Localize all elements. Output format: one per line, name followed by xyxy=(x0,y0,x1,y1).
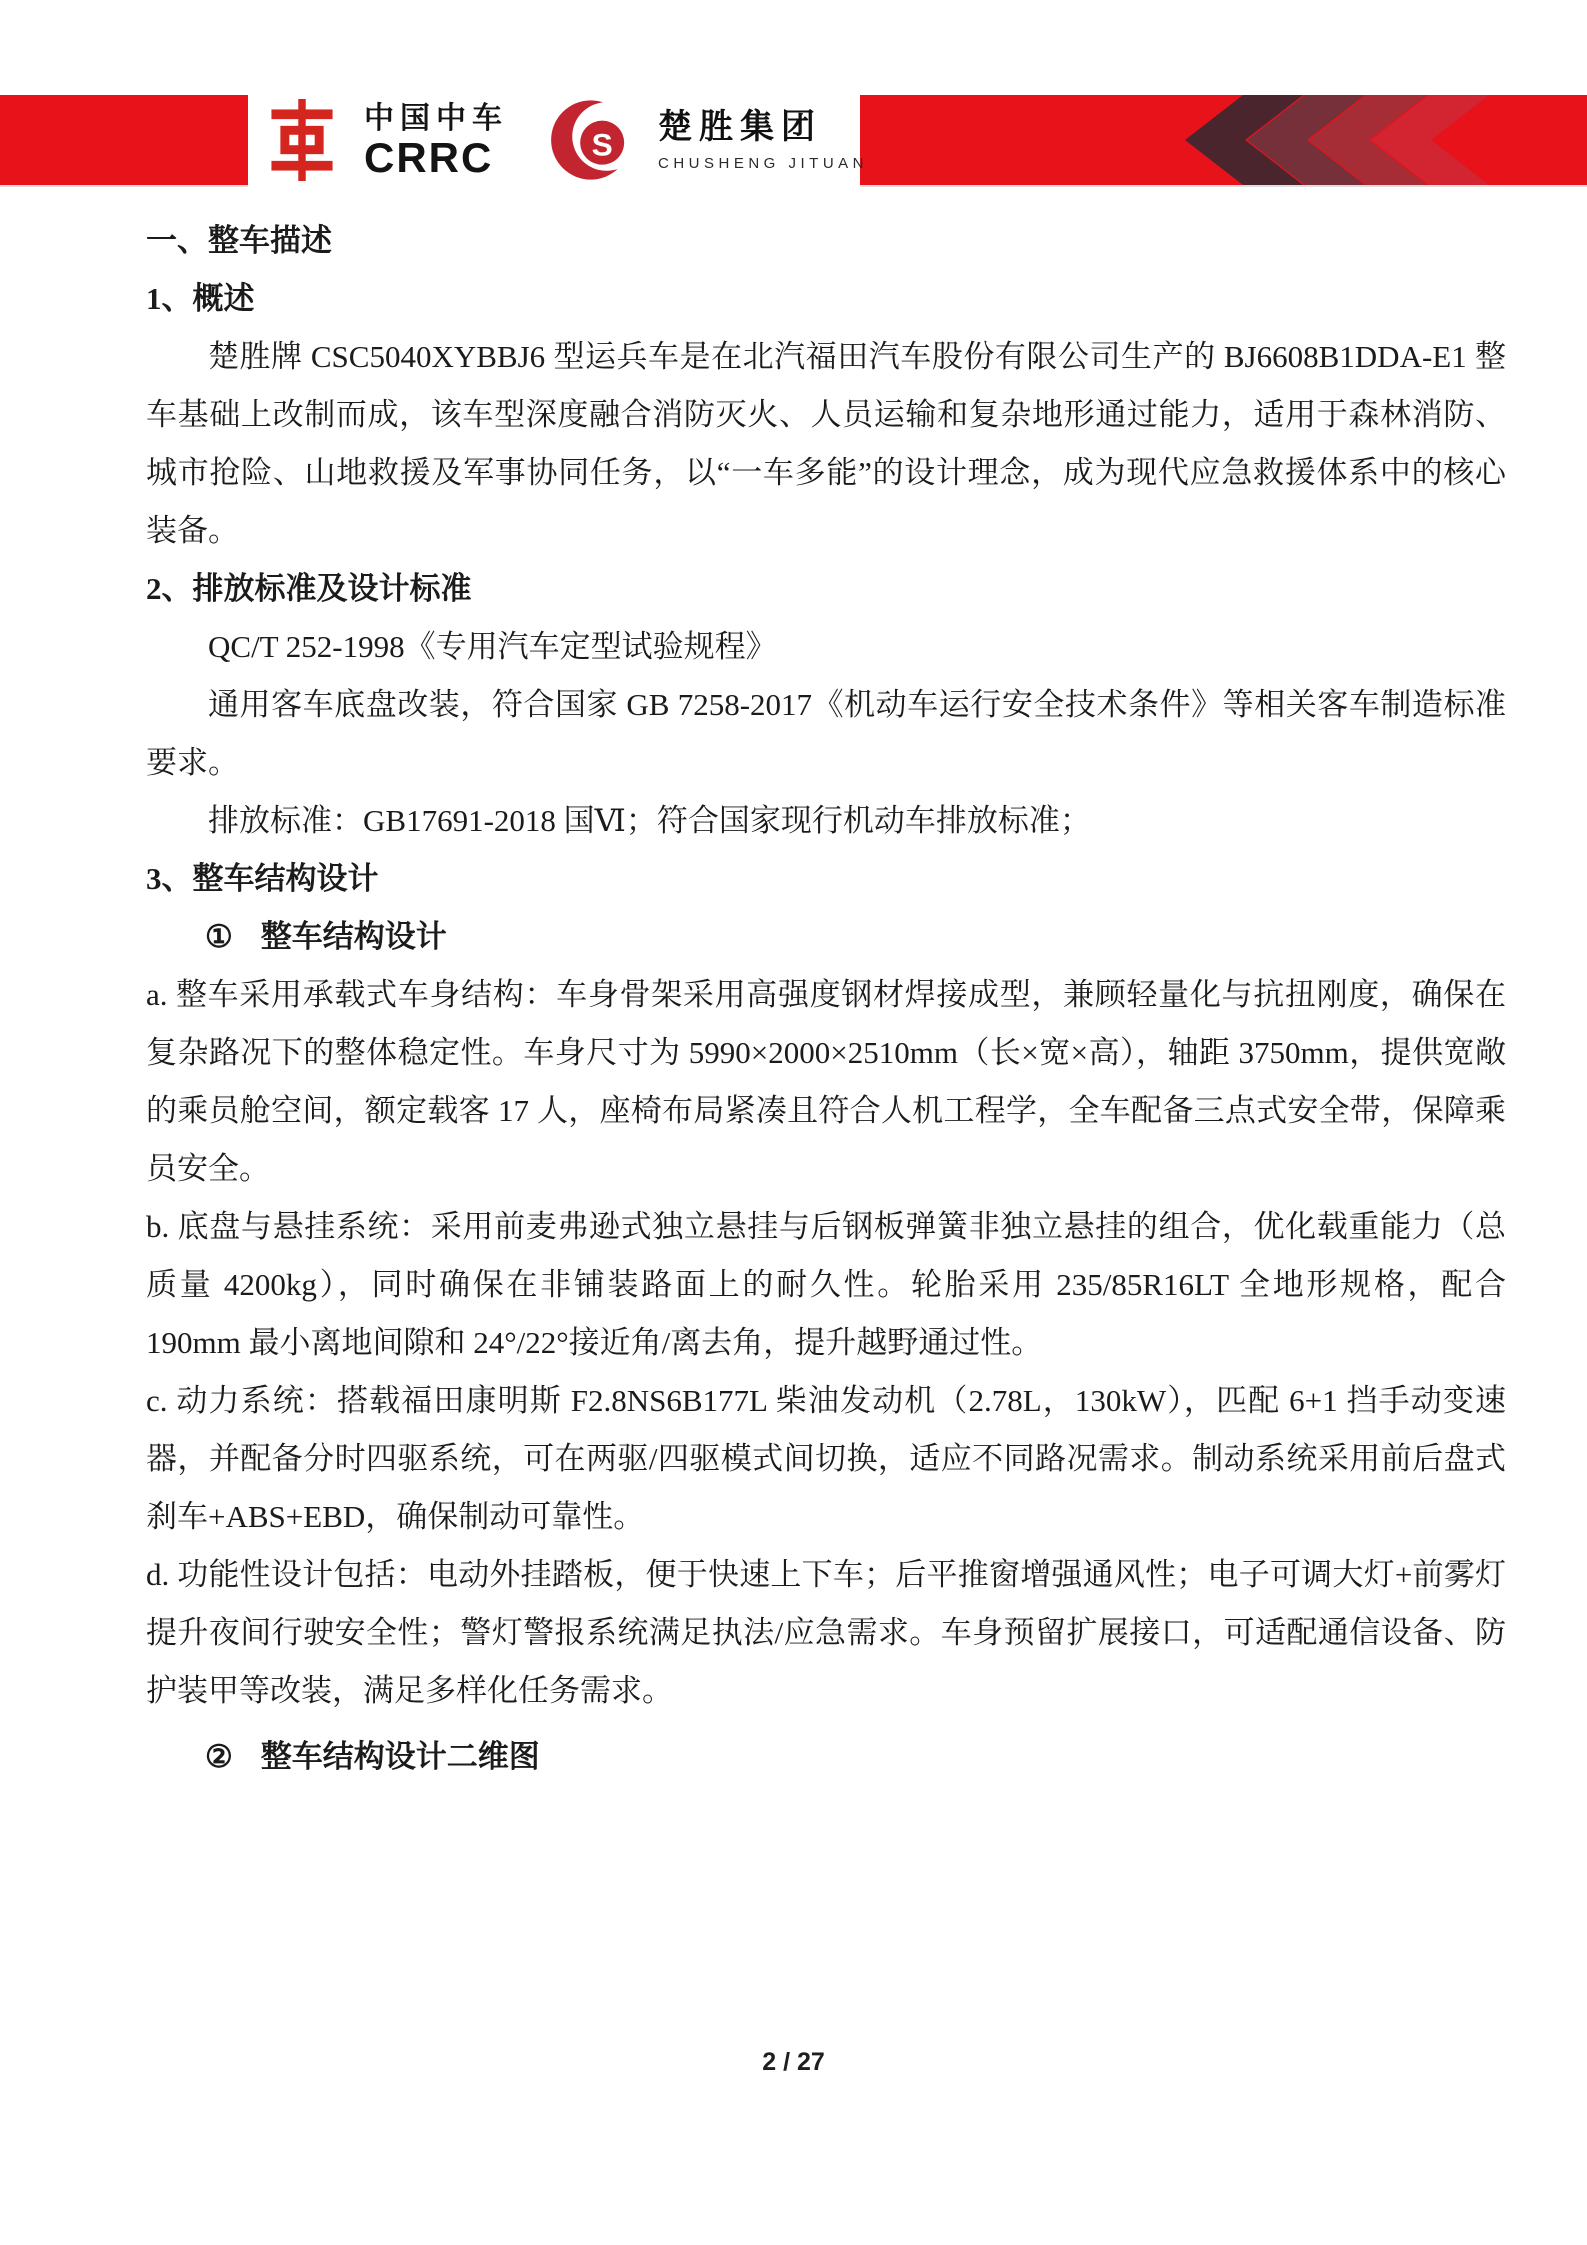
subsection-heading-structure: 3、整车结构设计 xyxy=(146,861,379,896)
subsection-heading-standards: 2、排放标准及设计标准 xyxy=(146,571,472,606)
structure-subitem-1 xyxy=(146,908,1506,966)
subsection-heading-overview: 1、概述 xyxy=(146,281,255,316)
chevron-decoration-icon xyxy=(860,95,1587,185)
circled-number-2: ② xyxy=(205,1739,233,1774)
design-item-a: a. 整车采用承载式车身结构：车身骨架采用高强度钢材焊接成型，兼顾轻量化与抗扭刚度，确保在复杂路况下的整体稳定性。车身尺寸为 5990×2000×2510mm（长×宽×高），轴距 3750mm，提供宽敞的乘员舱空间，额定载客 17 人，座椅布局紧凑且符合人机工程学，全车配备三点式安全带，保障乘员安全。 xyxy=(146,977,1506,1186)
structure-subitem-2-title: 整车结构设计二维图 xyxy=(260,1739,540,1774)
chusheng-emblem-icon xyxy=(548,96,644,184)
overview-paragraph: 楚胜牌 CSC5040XYBBJ6 型运兵车是在北汽福田汽车股份有限公司生产的 BJ6608B1DDA-E1 整车基础上改制而成，该车型深度融合消防灭火、人员运输和复杂地形通过能力，适用于森林消防、城市抢险、山地救援及军事协同任务，以“一车多能”的设计理念，成为现代应急救援体系中的核心装备。 xyxy=(146,339,1506,548)
chusheng-monogram: S xyxy=(591,126,613,163)
section-heading-1: 一、整车描述 xyxy=(146,223,332,258)
design-item-b: b. 底盘与悬挂系统：采用前麦弗逊式独立悬挂与后钢板弹簧非独立悬挂的组合，优化载重能力（总质量 4200kg），同时确保在非铺装路面上的耐久性。轮胎采用 235/85R16LT 全地形规格，配合 190mm 最小离地间隙和 24°/22°接近角/离去角，提升越野通过性。 xyxy=(146,1209,1506,1360)
standards-line-2: 通用客车底盘改装，符合国家 GB 7258-2017《机动车运行安全技术条件》等相关客车制造标准要求。 xyxy=(146,687,1506,780)
circled-number-1: ① xyxy=(205,919,233,954)
chusheng-name-en: CHUSHENG JITUAN xyxy=(658,154,869,172)
structure-subitem-1-title: 整车结构设计 xyxy=(260,919,447,954)
crrc-emblem-icon xyxy=(262,99,342,181)
crrc-name-zh: 中国中车 xyxy=(364,101,508,135)
chusheng-name-zh: 楚胜集团 xyxy=(658,107,822,146)
crrc-logo xyxy=(262,97,508,183)
structure-subitem-2 xyxy=(146,1728,1506,1786)
chusheng-logo-text xyxy=(658,108,868,173)
design-item-d: d. 功能性设计包括：电动外挂踏板，便于快速上下车；后平推窗增强通风性；电子可调大灯+前雾灯提升夜间行驶安全性；警灯警报系统满足执法/应急需求。车身预留扩展接口，可适配通信设备、防护装甲等改装，满足多样化任务需求。 xyxy=(146,1557,1506,1708)
design-item-c: c. 动力系统：搭载福田康明斯 F2.8NS6B177L 柴油发动机（2.78L，130kW），匹配 6+1 挡手动变速器，并配备分时四驱系统，可在两驱/四驱模式间切换，适应不同路况需求。制动系统采用前后盘式刹车+ABS+EBD，确保制动可靠性。 xyxy=(146,1383,1506,1534)
chusheng-logo xyxy=(548,95,868,185)
crrc-name-en: CRRC xyxy=(364,133,494,181)
standards-line-3: 排放标准：GB17691-2018 国Ⅵ；符合国家现行机动车排放标准； xyxy=(208,803,1091,838)
standards-line-1: QC/T 252-1998《专用汽车定型试验规程》 xyxy=(208,629,777,664)
header-red-block-left xyxy=(0,95,248,187)
crrc-logo-text xyxy=(364,102,508,179)
header-red-block-right xyxy=(860,95,1587,187)
page-number: 2 / 27 xyxy=(762,2048,825,2076)
document-content xyxy=(146,212,1506,1786)
